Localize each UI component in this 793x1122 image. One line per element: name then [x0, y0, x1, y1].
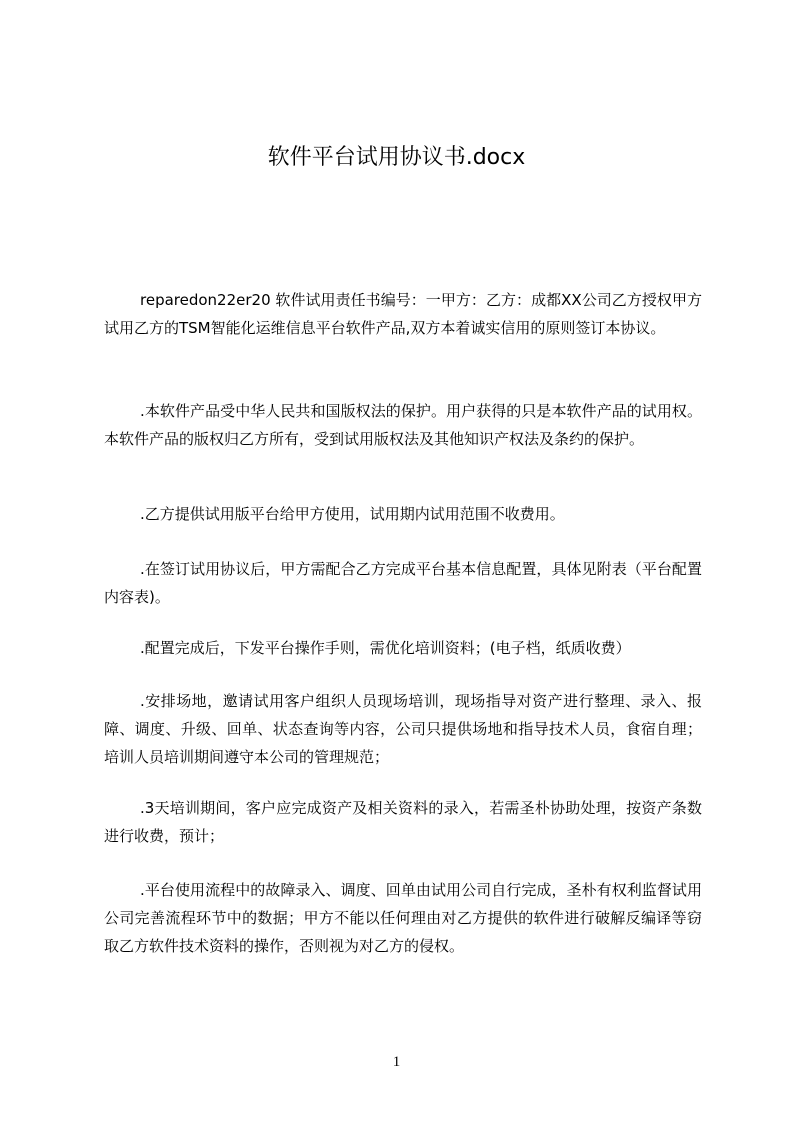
paragraph-manual: .配置完成后，下发平台操作手则，需优化培训资料；(电子档，纸质收费） [140, 639, 631, 657]
paragraph-configuration: .在签订试用协议后，甲方需配合乙方完成平台基本信息配置，具体见附表（平台配置内容表)。 [104, 560, 702, 606]
paragraph-workflow: .平台使用流程中的故障录入、调度、回单由试用公司自行完成，圣朴有权利监督试用公司完善流程环节中的数据；甲方不能以任何理由对乙方提供的软件进行破解反编译等窃取乙方软件技术资料的操作，否则视为对乙方的侵权。 [104, 881, 702, 955]
paragraph-trial-free: .乙方提供试用版平台给甲方使用，试用期内试用范围不收费用。 [140, 505, 565, 523]
paragraph-data-entry: .3天培训期间，客户应完成资产及相关资料的录入，若需圣朴协助处理，按资产条数进行收费，预计； [104, 799, 702, 845]
paragraph-intro: reparedon22er20 软件试用责任书编号：一甲方：乙方：成都XX公司乙方授权甲方试用乙方的TSM智能化运维信息平台软件产品,双方本着诚实信用的原则签订本协议。 [104, 291, 702, 337]
paragraph-training: .安排场地，邀请试用客户组织人员现场培训，现场指导对资产进行整理、录入、报障、调度、升级、回单、状态查询等内容，公司只提供场地和指导技术人员，食宿自理；培训人员培训期间遵守本公司的管理规范； [104, 692, 702, 766]
page-number: 1 [392, 1054, 401, 1070]
document-title: 软件平台试用协议书.docx [267, 145, 526, 170]
paragraph-copyright: .本软件产品受中华人民共和国版权法的保护。用户获得的只是本软件产品的试用权。本软件产品的版权归乙方所有，受到试用版权法及其他知识产权法及条约的保护。 [104, 402, 702, 448]
